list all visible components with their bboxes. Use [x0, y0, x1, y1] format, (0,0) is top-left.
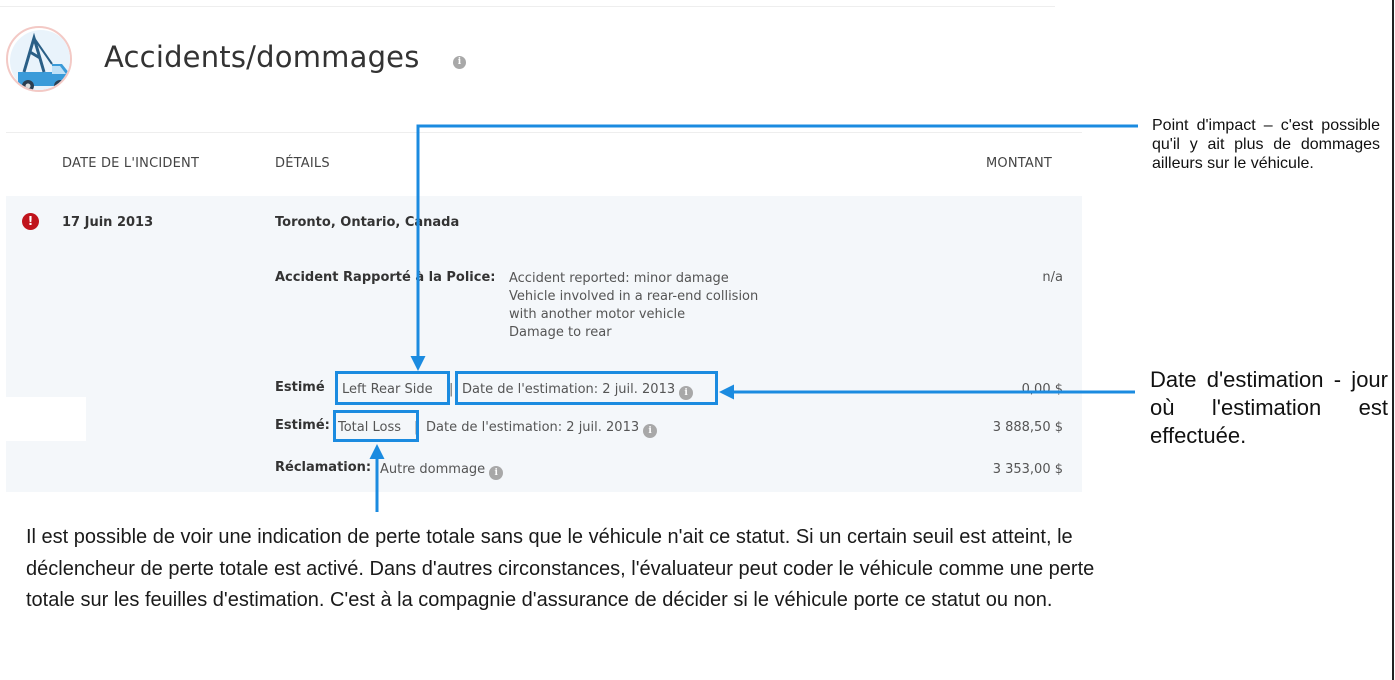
column-header-date: DATE DE L'INCIDENT	[62, 156, 200, 171]
info-icon[interactable]: i	[489, 466, 503, 480]
estimate-amount: 0,00 $	[1021, 382, 1063, 397]
police-report-line: with another motor vehicle	[509, 307, 686, 322]
claim-label: Réclamation:	[275, 460, 372, 475]
police-report-line: Vehicle involved in a rear-end collision	[509, 289, 759, 304]
info-icon[interactable]: i	[679, 386, 693, 400]
police-report-amount: n/a	[1042, 270, 1063, 285]
police-report-line: Damage to rear	[509, 325, 612, 340]
separator: |	[414, 420, 419, 435]
info-icon[interactable]: i	[453, 56, 466, 69]
estimate-amount: 3 888,50 $	[992, 420, 1063, 435]
impact-location: Left Rear Side	[342, 382, 433, 397]
column-header-details: DÉTAILS	[275, 156, 330, 171]
total-loss-status: Total Loss	[338, 420, 402, 435]
estimate-label: Estimé	[275, 380, 325, 395]
separator: |	[449, 382, 454, 397]
info-icon[interactable]: i	[643, 424, 657, 438]
incident-date: 17 Juin 2013	[62, 215, 154, 230]
claim-type-text: Autre dommage	[380, 462, 486, 477]
page-title: Accidents/dommages	[104, 40, 420, 74]
estimate-date-text: Date de l'estimation: 2 juil. 2013	[462, 382, 676, 397]
claim-amount: 3 353,00 $	[992, 462, 1063, 477]
police-report-line: Accident reported: minor damage	[509, 271, 729, 286]
column-header-amount: MONTANT	[986, 156, 1053, 171]
estimate-date-note: Date d'estimation - jour où l'estimation est effectuée.	[1150, 367, 1388, 448]
total-loss-note: Il est possible de voir une indication de perte totale sans que le véhicule n'ait ce statut. Si un certain seuil est atteint, le déclencheur de perte totale est activé. Dans d'autres circonstances, l'évaluateur peut coder le véhicule comme une perte totale sur les feuilles d'estimation. C'est à la compagnie d'assurance de décider si le véhicule porte ce statut ou non.	[26, 526, 1095, 611]
estimate-date-text: Date de l'estimation: 2 juil. 2013	[426, 420, 640, 435]
police-report-label: Accident Rapporté à la Police:	[275, 270, 496, 285]
estimate-label: Estimé:	[275, 418, 330, 433]
alert-icon: !	[22, 213, 39, 230]
impact-point-note: Point d'impact – c'est possible qu'il y ait plus de dommages ailleurs sur le véhicule.	[1152, 117, 1380, 172]
incident-location: Toronto, Ontario, Canada	[275, 215, 460, 230]
